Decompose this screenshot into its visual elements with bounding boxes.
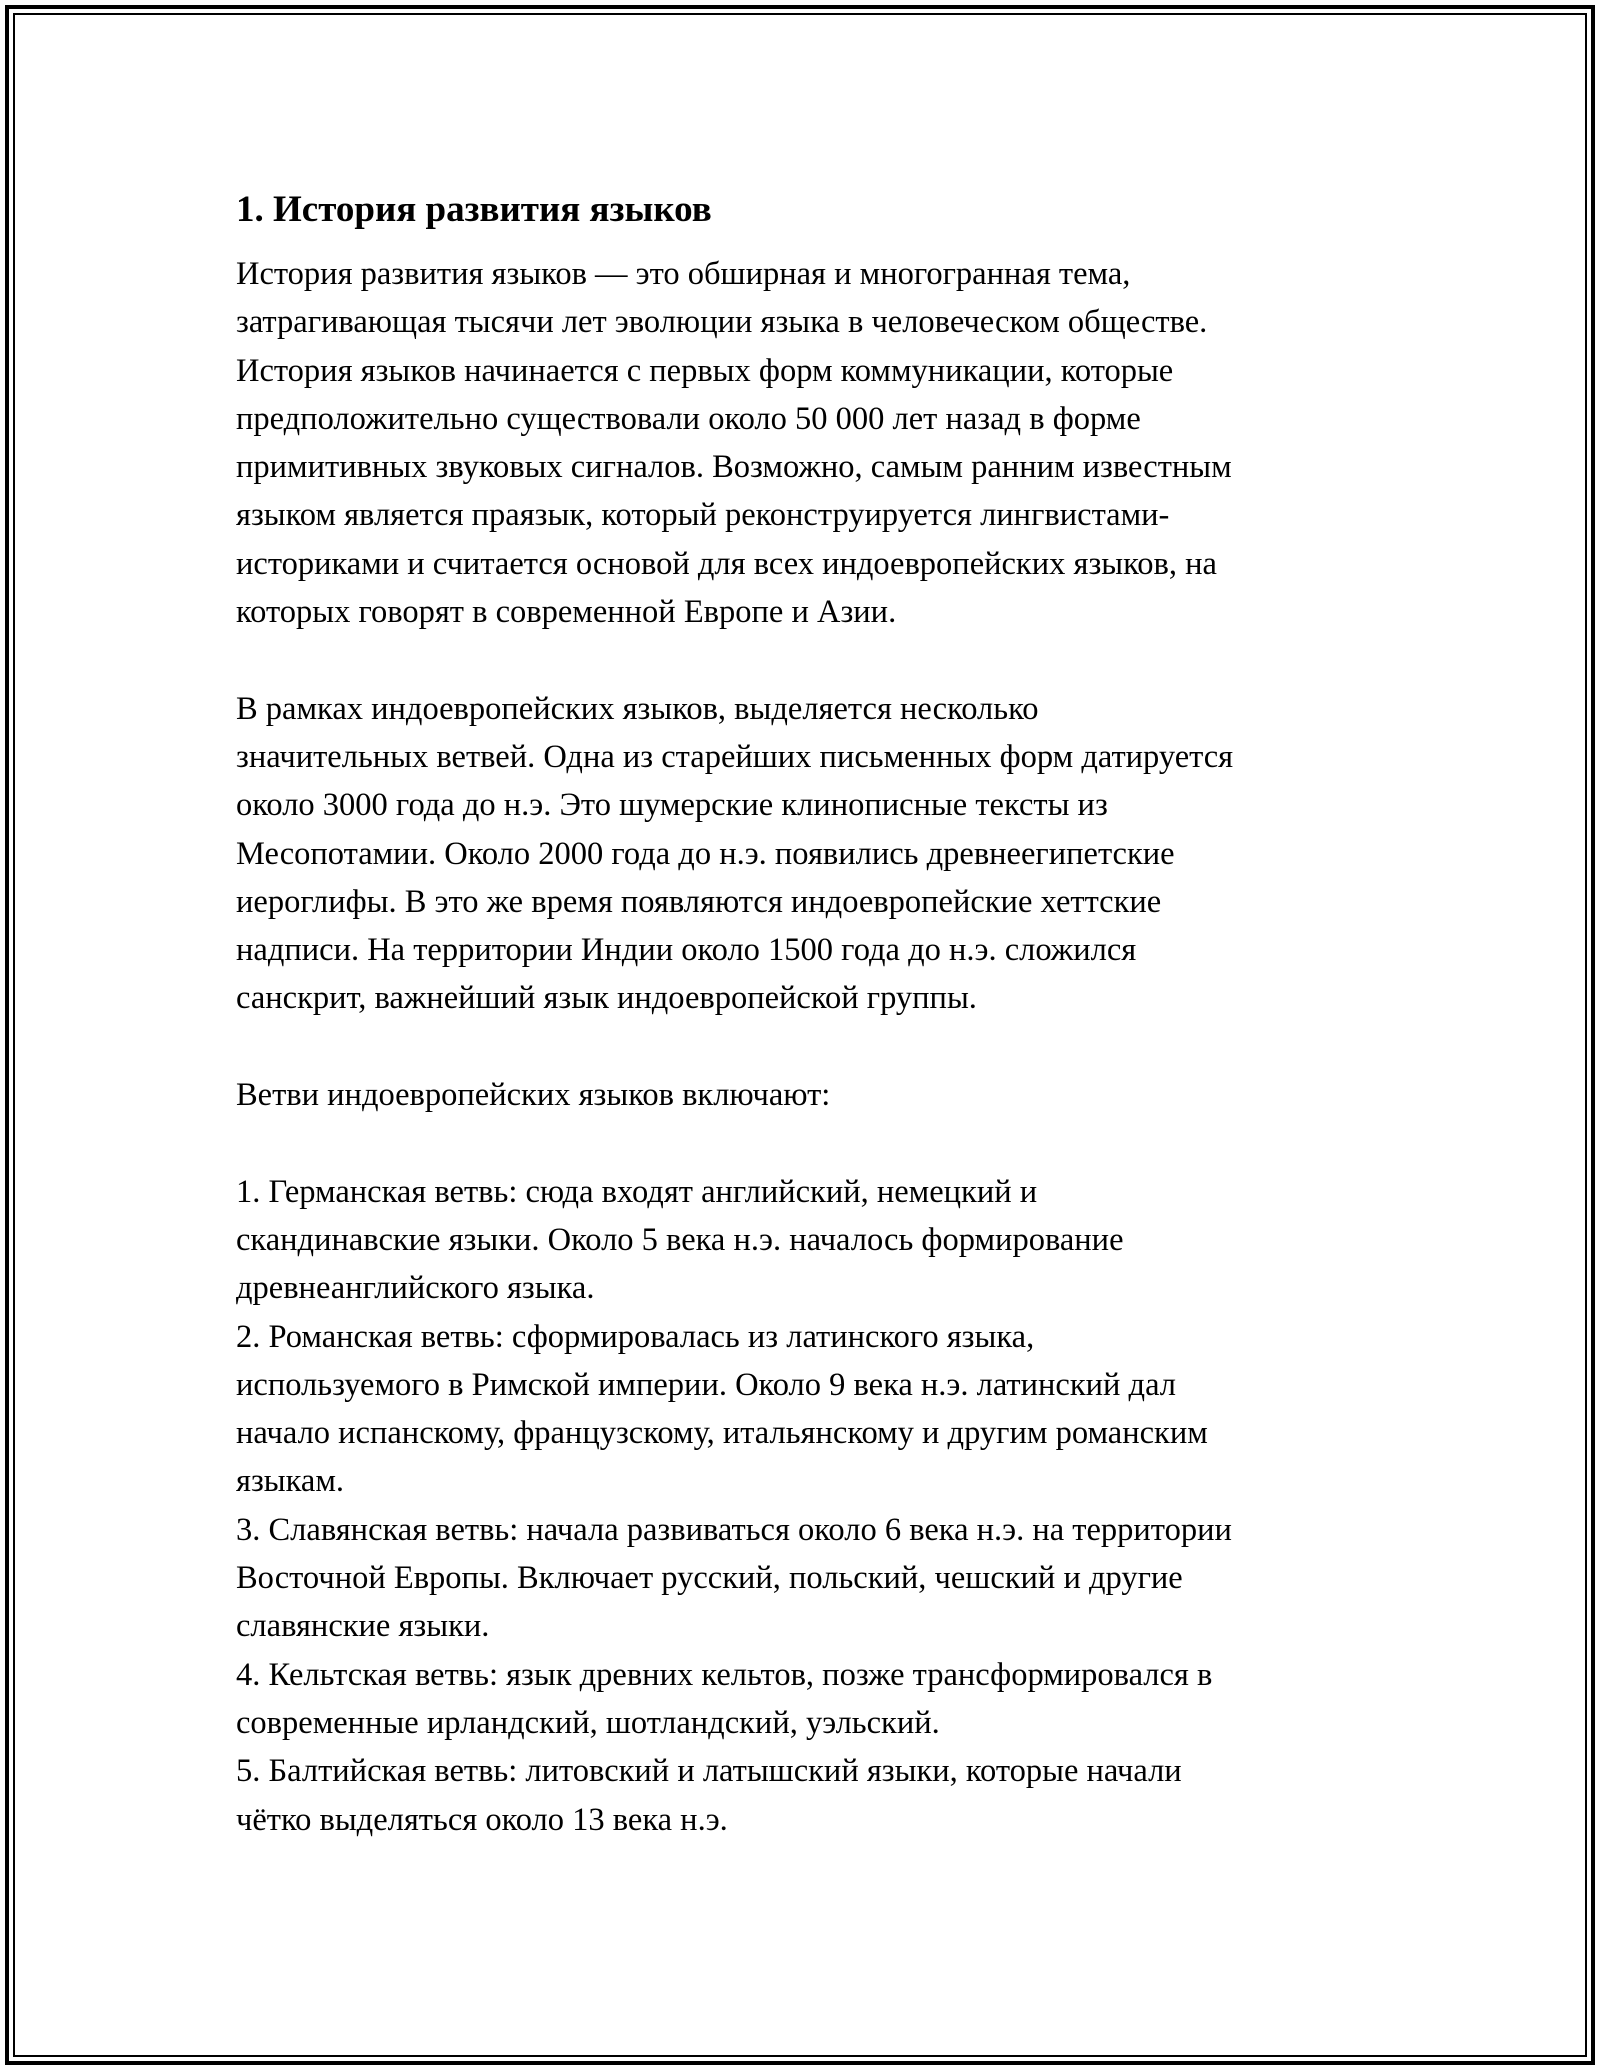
- text-line: историками и считается основой для всех индоевропейских языков, на: [236, 545, 1217, 582]
- text-line: древнеанглийского языка.: [236, 1270, 595, 1307]
- text-line: современные ирландский, шотландский, уэльский.: [236, 1704, 940, 1741]
- text-line: 1. Германская ветвь: сюда входят английский, немецкий и: [236, 1173, 1038, 1210]
- paragraph-history-intro: [236, 250, 1386, 636]
- text-line: 3. Славянская ветвь: начала развиваться около 6 века н.э. на территории: [236, 1511, 1232, 1548]
- paragraph-spacer: [236, 1023, 1386, 1071]
- list-item-celtic: [236, 1651, 1386, 1748]
- text-line: которых говорят в современной Европе и Азии.: [236, 594, 897, 631]
- text-line: используемого в Римской империи. Около 9 века н.э. латинский дал: [236, 1366, 1177, 1403]
- list-item-slavic: [236, 1506, 1386, 1651]
- text-line: 5. Балтийская ветвь: литовский и латышский языки, которые начали: [236, 1753, 1182, 1790]
- text-line: языком является праязык, который реконструируется лингвистами-: [236, 497, 1170, 534]
- text-line: История языков начинается с первых форм коммуникации, которые: [236, 352, 1174, 389]
- text-line: Месопотамии. Около 2000 года до н.э. появились древнеегипетские: [236, 835, 1175, 872]
- branches-list: [236, 1168, 1386, 1844]
- text-line: скандинавские языки. Около 5 века н.э. началось формирование: [236, 1221, 1124, 1258]
- text-line: надписи. На территории Индии около 1500 года до н.э. сложился: [236, 932, 1137, 969]
- list-item-romance: [236, 1313, 1386, 1506]
- section-heading: 1. История развития языков: [236, 189, 712, 230]
- list-item-baltic: [236, 1747, 1386, 1844]
- text-line: История развития языков — это обширная и многогранная тема,: [236, 256, 1131, 292]
- text-line: славянские языки.: [236, 1608, 490, 1645]
- text-line: начало испанскому, французскому, итальянскому и другим романским: [236, 1415, 1208, 1452]
- text-line: иероглифы. В это же время появляются индоевропейские хеттские: [236, 883, 1162, 920]
- text-line: санскрит, важнейший язык индоевропейской группы.: [236, 980, 977, 1017]
- text-line: значительных ветвей. Одна из старейших письменных форм датируется: [236, 738, 1234, 775]
- text-line: 4. Кельтская ветвь: язык древних кельтов, позже трансформировался в: [236, 1656, 1213, 1693]
- text-line: чётко выделяться около 13 века н.э.: [236, 1801, 728, 1838]
- paragraph-indo-european: [236, 685, 1386, 1023]
- branches-intro: Ветви индоевропейских языков включают:: [236, 1077, 831, 1114]
- text-line: языкам.: [236, 1463, 345, 1500]
- text-line: затрагивающая тысячи лет эволюции языка в человеческом обществе.: [236, 304, 1208, 341]
- text-line: В рамках индоевропейских языков, выделяется несколько: [236, 690, 1039, 727]
- text-line: около 3000 года до н.э. Это шумерские клинописные тексты из: [236, 787, 1108, 824]
- document-body: [236, 186, 1386, 1844]
- text-line: предположительно существовали около 50 000 лет назад в форме: [236, 400, 1141, 437]
- text-line: 2. Романская ветвь: сформировалась из латинского языка,: [236, 1318, 1035, 1355]
- paragraph-spacer: [236, 636, 1386, 684]
- list-item-germanic: [236, 1168, 1386, 1313]
- paragraph-spacer: [236, 1119, 1386, 1167]
- text-line: Восточной Европы. Включает русский, польский, чешский и другие: [236, 1560, 1183, 1597]
- text-line: примитивных звуковых сигналов. Возможно, самым ранним известным: [236, 449, 1232, 486]
